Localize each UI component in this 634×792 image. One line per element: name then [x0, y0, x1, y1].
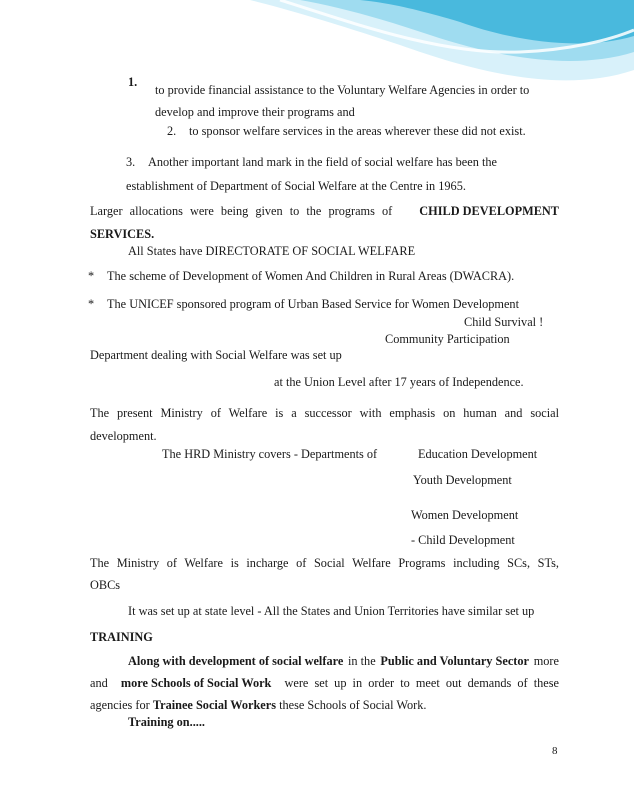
text-line-29: Training on..... — [128, 715, 205, 729]
bullet-1: * — [88, 269, 95, 283]
bullet-2: * — [88, 297, 95, 311]
text-line-1: to provide financial assistance to the Voluntary Welfare Agencies in order to — [155, 83, 530, 97]
text-line-2: develop and improve their programs and — [155, 105, 355, 119]
text-line-12: Community Participation — [385, 332, 510, 346]
text-line-22: The Ministry of Welfare is incharge of Social Welfare Programs including SCs, STs, — [90, 556, 559, 570]
text-line-3: to sponsor welfare services in the areas wherever these did not exist. — [189, 124, 526, 138]
text-line-11: Child Survival ! — [464, 315, 544, 329]
text-line-28-plain-a: agencies for — [90, 698, 150, 712]
text-line-24: It was set up at state level - All the States and Union Territories have similar set up — [128, 604, 535, 618]
text-line-6-plain: Larger allocations were being given to the programs of — [90, 204, 393, 218]
text-line-21: - Child Development — [411, 533, 515, 547]
text-line-14: at the Union Level after 17 years of Independence. — [274, 375, 524, 389]
text-line-28-bold: Trainee Social Workers — [152, 698, 277, 712]
text-line-10: The UNICEF sponsored program of Urban Based Service for Women Development — [107, 297, 519, 311]
text-line-15: The present Ministry of Welfare is a successor with emphasis on human and social — [90, 406, 559, 420]
text-line-17: The HRD Ministry covers - Departments of — [162, 447, 378, 461]
page-number: 8 — [552, 745, 558, 757]
text-line-26-plain-b: more — [533, 654, 559, 668]
text-line-5: establishment of Department of Social Welfare at the Centre in 1965. — [126, 179, 466, 193]
text-line-27 — [90, 677, 559, 689]
header-wave-decoration — [0, 0, 634, 90]
text-line-4: Another important land mark in the field of social welfare has been the — [148, 155, 497, 169]
text-line-18: Education Development — [418, 447, 538, 461]
text-line-28 — [90, 699, 426, 711]
text-line-26 — [128, 655, 559, 667]
text-line-6-bold: CHILD DEVELOPMENT — [419, 204, 559, 218]
text-line-26-plain-a: in the — [348, 654, 376, 668]
list-number-1: 1. — [128, 75, 138, 89]
text-line-6 — [90, 205, 559, 217]
section-heading-training: TRAINING — [90, 630, 153, 644]
text-line-23: OBCs — [90, 578, 121, 592]
text-line-27-bold: more Schools of Social Work — [120, 676, 272, 690]
text-line-27-plain-b: were set up in order to meet out demands of these — [284, 676, 559, 690]
text-line-8: All States have DIRECTORATE OF SOCIAL WELFARE — [128, 244, 416, 258]
text-line-9: The scheme of Development of Women And Children in Rural Areas (DWACRA). — [107, 269, 515, 283]
text-line-16: development. — [90, 429, 157, 443]
text-line-28-plain-b: these Schools of Social Work. — [279, 698, 427, 712]
text-line-26-bold-b: Public and Voluntary Sector — [380, 654, 529, 668]
text-line-7: SERVICES. — [90, 227, 155, 241]
text-line-13: Department dealing with Social Welfare was set up — [90, 348, 342, 362]
text-line-26-bold-a: Along with development of social welfare — [128, 654, 344, 668]
text-line-19: Youth Development — [413, 473, 512, 487]
list-number-2: 2. — [167, 124, 177, 138]
text-line-20: Women Development — [411, 508, 519, 522]
list-number-3: 3. — [126, 155, 136, 169]
text-line-27-plain-a: and — [90, 676, 108, 690]
